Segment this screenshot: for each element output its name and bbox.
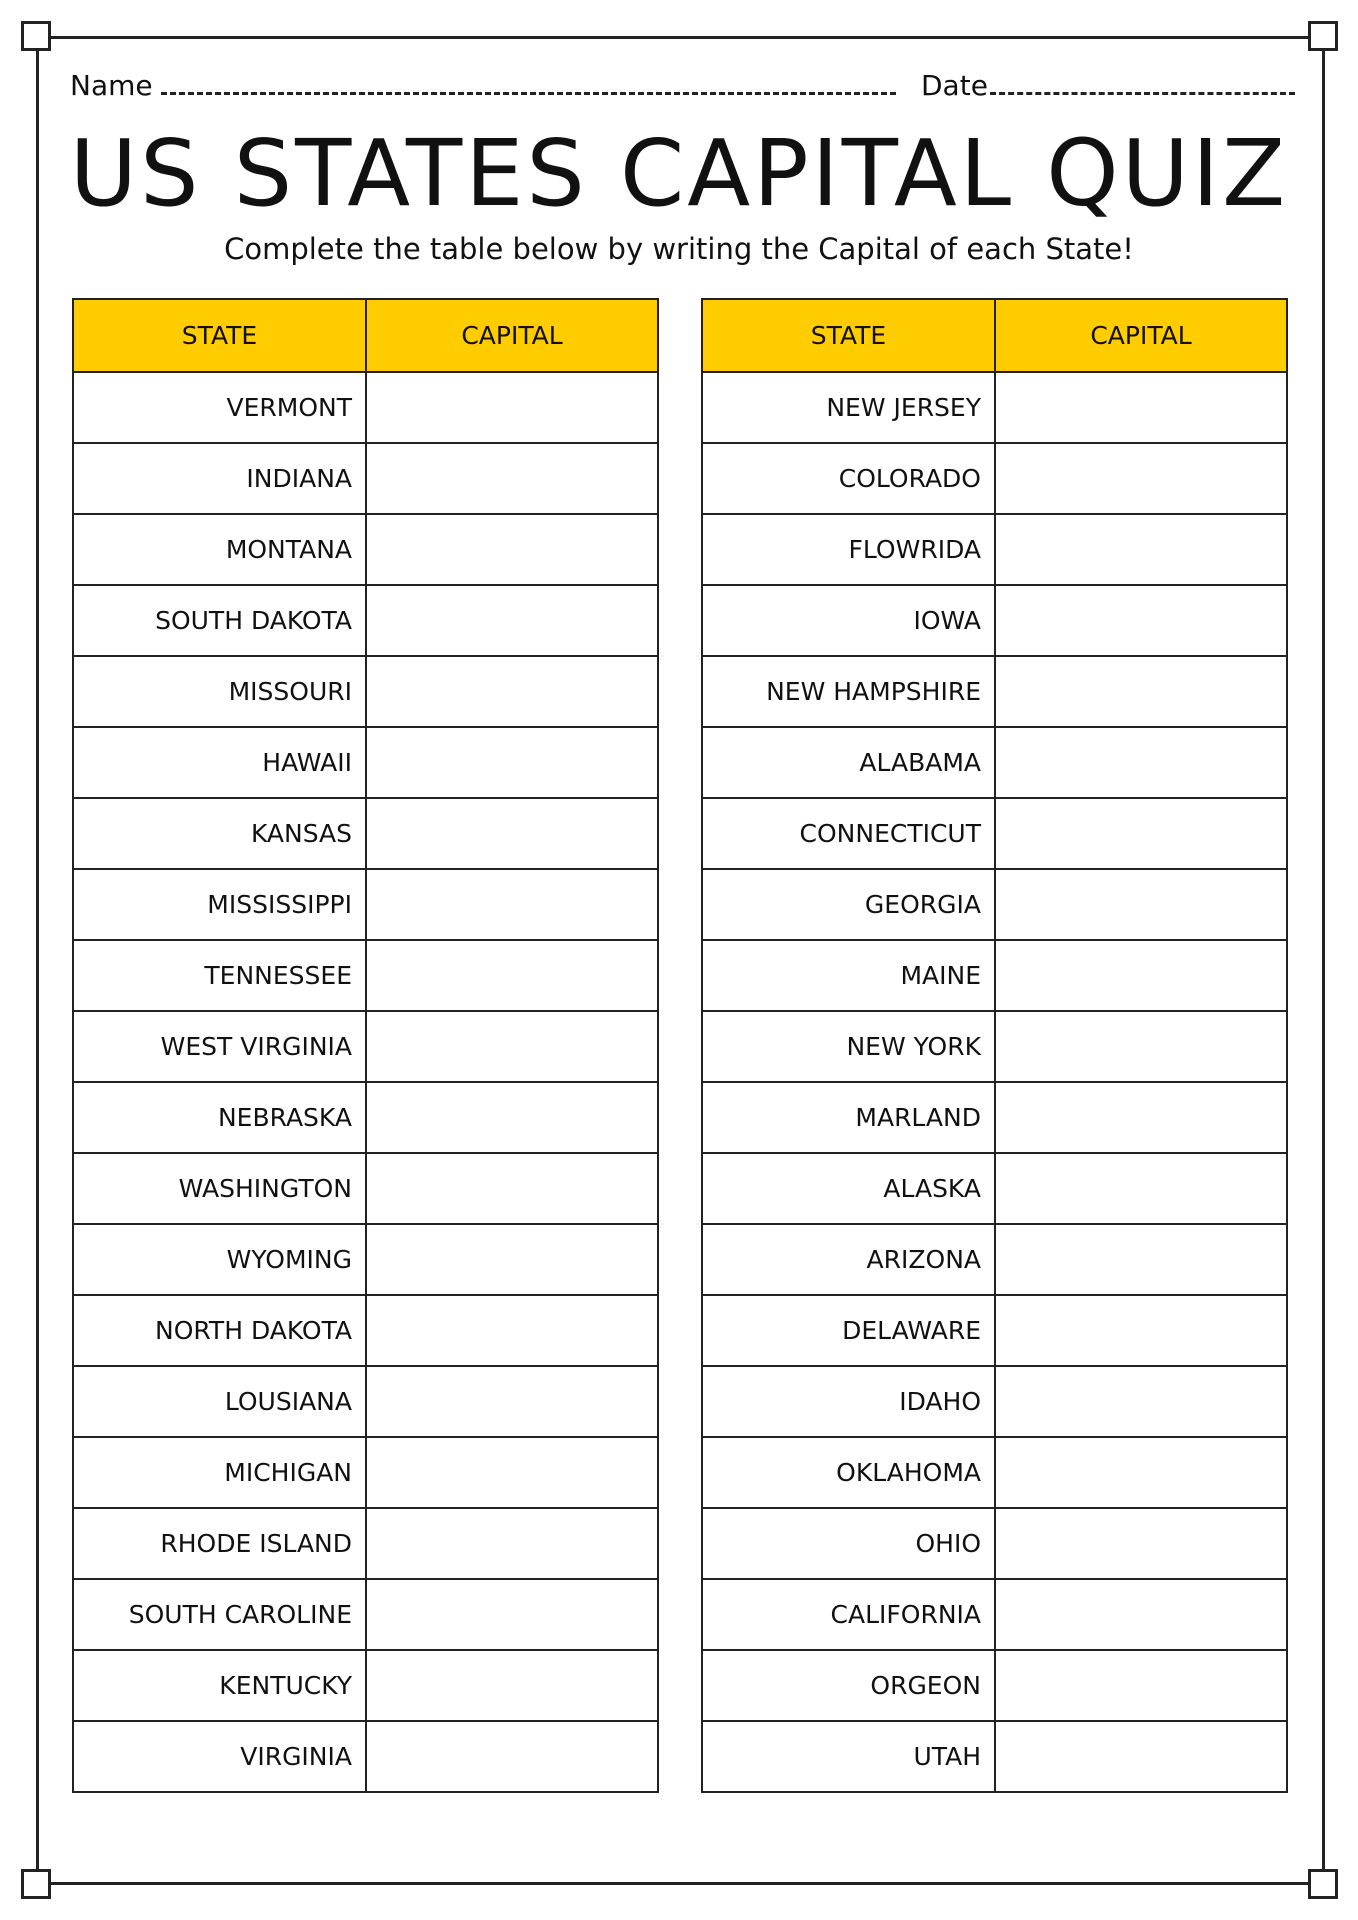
left-table-body <box>73 372 658 1792</box>
table-row <box>73 514 658 585</box>
table-row <box>73 1295 658 1366</box>
capital-answer-cell[interactable] <box>995 514 1287 585</box>
state-name-cell: MONTANA <box>73 514 366 585</box>
table-row <box>73 1721 658 1792</box>
table-row <box>73 443 658 514</box>
capital-answer-cell[interactable] <box>995 869 1287 940</box>
table-row <box>73 940 658 1011</box>
capital-answer-cell[interactable] <box>366 656 658 727</box>
state-name-cell: NEBRASKA <box>73 1082 366 1153</box>
table-row <box>702 1082 1287 1153</box>
table-row <box>73 1650 658 1721</box>
table-row <box>702 514 1287 585</box>
table-row <box>702 1011 1287 1082</box>
capital-answer-cell[interactable] <box>995 1437 1287 1508</box>
table-row <box>702 443 1287 514</box>
state-name-cell: VERMONT <box>73 372 366 443</box>
state-name-cell: IDAHO <box>702 1366 995 1437</box>
capital-answer-cell[interactable] <box>366 1650 658 1721</box>
table-row <box>702 1579 1287 1650</box>
table-row <box>73 1224 658 1295</box>
state-name-cell: WEST VIRGINIA <box>73 1011 366 1082</box>
capital-answer-cell[interactable] <box>366 1508 658 1579</box>
corner-square-top-right <box>1308 21 1338 51</box>
state-name-cell: CALIFORNIA <box>702 1579 995 1650</box>
state-name-cell: WYOMING <box>73 1224 366 1295</box>
state-name-cell: ALABAMA <box>702 727 995 798</box>
capital-answer-cell[interactable] <box>995 656 1287 727</box>
table-row <box>73 1011 658 1082</box>
table-row <box>73 372 658 443</box>
table-row <box>73 1082 658 1153</box>
table-row <box>73 656 658 727</box>
table-row <box>702 1153 1287 1224</box>
capital-answer-cell[interactable] <box>366 1224 658 1295</box>
state-name-cell: ALASKA <box>702 1153 995 1224</box>
capital-answer-cell[interactable] <box>995 443 1287 514</box>
table-row <box>73 798 658 869</box>
name-blank-line[interactable] <box>161 68 896 95</box>
capital-answer-cell[interactable] <box>366 1721 658 1792</box>
capital-answer-cell[interactable] <box>995 1011 1287 1082</box>
table-row <box>702 372 1287 443</box>
date-label: Date <box>921 69 988 102</box>
capital-answer-cell[interactable] <box>995 940 1287 1011</box>
capital-answer-cell[interactable] <box>366 1366 658 1437</box>
capital-answer-cell[interactable] <box>995 1366 1287 1437</box>
state-name-cell: CONNECTICUT <box>702 798 995 869</box>
capital-answer-cell[interactable] <box>366 727 658 798</box>
state-name-cell: HAWAII <box>73 727 366 798</box>
state-name-cell: SOUTH CAROLINE <box>73 1579 366 1650</box>
state-name-cell: MAINE <box>702 940 995 1011</box>
capital-answer-cell[interactable] <box>366 1295 658 1366</box>
table-row <box>73 1579 658 1650</box>
state-name-cell: OKLAHOMA <box>702 1437 995 1508</box>
table-row <box>702 1650 1287 1721</box>
header-row <box>702 299 1287 372</box>
capital-answer-cell[interactable] <box>366 798 658 869</box>
state-name-cell: MISSOURI <box>73 656 366 727</box>
state-name-cell: NEW JERSEY <box>702 372 995 443</box>
state-name-cell: TENNESSEE <box>73 940 366 1011</box>
state-name-cell: VIRGINIA <box>73 1721 366 1792</box>
capital-column-header: CAPITAL <box>366 299 658 372</box>
state-name-cell: NEW HAMPSHIRE <box>702 656 995 727</box>
table-row <box>702 1366 1287 1437</box>
corner-square-bottom-left <box>21 1869 51 1899</box>
table-row <box>702 1437 1287 1508</box>
state-name-cell: MISSISSIPPI <box>73 869 366 940</box>
table-row <box>73 869 658 940</box>
state-name-cell: SOUTH DAKOTA <box>73 585 366 656</box>
state-name-cell: OHIO <box>702 1508 995 1579</box>
state-name-cell: IOWA <box>702 585 995 656</box>
table-row <box>702 656 1287 727</box>
table-row <box>73 1153 658 1224</box>
state-name-cell: MICHIGAN <box>73 1437 366 1508</box>
corner-square-bottom-right <box>1308 1869 1338 1899</box>
table-row <box>702 1721 1287 1792</box>
state-name-cell: MARLAND <box>702 1082 995 1153</box>
state-name-cell: RHODE ISLAND <box>73 1508 366 1579</box>
name-field[interactable] <box>70 68 896 102</box>
table-row <box>702 869 1287 940</box>
capital-answer-cell[interactable] <box>366 1082 658 1153</box>
table-row <box>73 585 658 656</box>
state-name-cell: ORGEON <box>702 1650 995 1721</box>
capital-answer-cell[interactable] <box>366 514 658 585</box>
state-name-cell: DELAWARE <box>702 1295 995 1366</box>
table-row <box>702 798 1287 869</box>
capital-answer-cell[interactable] <box>366 443 658 514</box>
capital-answer-cell[interactable] <box>366 1153 658 1224</box>
date-field[interactable] <box>921 68 1295 102</box>
right-table-body <box>702 372 1287 1792</box>
capital-answer-cell[interactable] <box>995 1295 1287 1366</box>
state-name-cell: KANSAS <box>73 798 366 869</box>
state-name-cell: COLORADO <box>702 443 995 514</box>
date-blank-line[interactable] <box>990 68 1295 95</box>
capital-answer-cell[interactable] <box>366 1437 658 1508</box>
capital-answer-cell[interactable] <box>995 1579 1287 1650</box>
table-row <box>702 1508 1287 1579</box>
table-row <box>702 727 1287 798</box>
table-row <box>73 1366 658 1437</box>
corner-square-top-left <box>21 21 51 51</box>
instructions: Complete the table below by writing the Capital of each State! <box>224 232 1134 266</box>
table-row <box>702 585 1287 656</box>
state-name-cell: INDIANA <box>73 443 366 514</box>
state-name-cell: ARIZONA <box>702 1224 995 1295</box>
capital-answer-cell[interactable] <box>366 1579 658 1650</box>
left-quiz-table <box>72 298 659 1793</box>
capital-answer-cell[interactable] <box>995 1082 1287 1153</box>
page-title: US STATES CAPITAL QUIZ <box>69 120 1289 227</box>
state-name-cell: NEW YORK <box>702 1011 995 1082</box>
name-label: Name <box>70 69 153 102</box>
state-name-cell: FLOWRIDA <box>702 514 995 585</box>
capital-column-header: CAPITAL <box>995 299 1287 372</box>
capital-answer-cell[interactable] <box>995 585 1287 656</box>
state-column-header: STATE <box>702 299 995 372</box>
table-row <box>73 727 658 798</box>
capital-answer-cell[interactable] <box>995 372 1287 443</box>
capital-answer-cell[interactable] <box>995 1650 1287 1721</box>
table-row <box>702 940 1287 1011</box>
state-column-header: STATE <box>73 299 366 372</box>
capital-answer-cell[interactable] <box>995 798 1287 869</box>
state-name-cell: WASHINGTON <box>73 1153 366 1224</box>
table-row <box>73 1508 658 1579</box>
capital-answer-cell[interactable] <box>995 1153 1287 1224</box>
state-name-cell: UTAH <box>702 1721 995 1792</box>
state-name-cell: LOUSIANA <box>73 1366 366 1437</box>
capital-answer-cell[interactable] <box>366 372 658 443</box>
state-name-cell: KENTUCKY <box>73 1650 366 1721</box>
table-row <box>702 1295 1287 1366</box>
capital-answer-cell[interactable] <box>366 585 658 656</box>
state-name-cell: NORTH DAKOTA <box>73 1295 366 1366</box>
state-name-cell: GEORGIA <box>702 869 995 940</box>
table-row <box>73 1437 658 1508</box>
capital-answer-cell[interactable] <box>995 727 1287 798</box>
capital-answer-cell[interactable] <box>995 1508 1287 1579</box>
table-row <box>702 1224 1287 1295</box>
capital-answer-cell[interactable] <box>366 1011 658 1082</box>
right-quiz-table <box>701 298 1288 1793</box>
header-row <box>73 299 658 372</box>
capital-answer-cell[interactable] <box>995 1721 1287 1792</box>
capital-answer-cell[interactable] <box>366 940 658 1011</box>
capital-answer-cell[interactable] <box>366 869 658 940</box>
capital-answer-cell[interactable] <box>995 1224 1287 1295</box>
